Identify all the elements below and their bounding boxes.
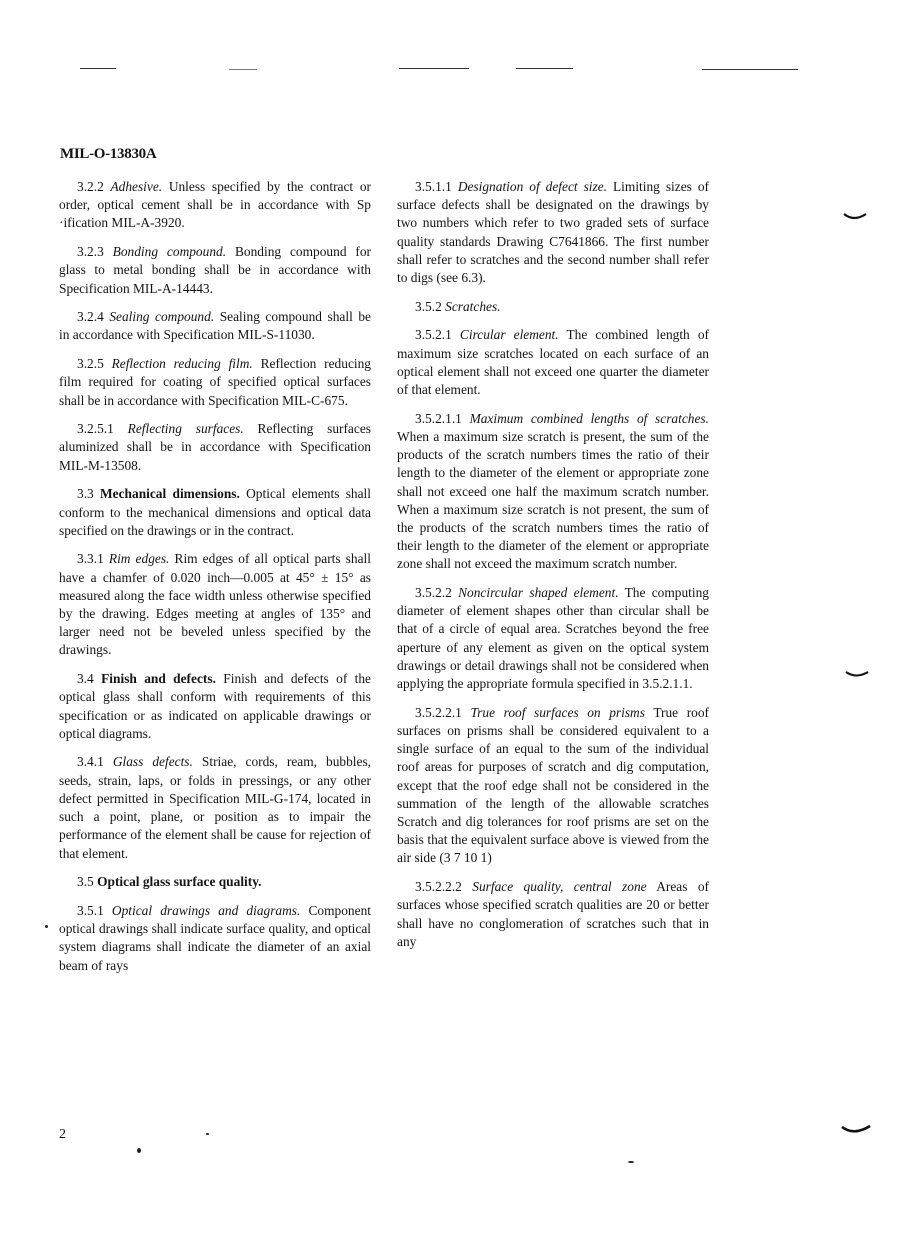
section-body: Component optical drawings shall indicate surface quality, and optical system diagrams shall indicate the diameter of an axial beam of rays [59, 902, 371, 973]
section-body: Optical elements shall conform to the mechanical dimensions and optical data specified on the drawings or in the contract. [59, 486, 371, 538]
section-number: 3.5.1.1 [415, 179, 452, 194]
paragraph-3-4 [59, 670, 371, 743]
header-rule [229, 69, 257, 70]
section-number: 3.5 [77, 874, 94, 890]
paragraph-3-5-2-1-1 [397, 410, 709, 574]
section-body: Sealing compound shall be in accordance with Specification MIL-S-11030. [59, 309, 371, 343]
section-body: The combined length of maximum size scratches located on each surface of an optical element shall not exceed one quarter the diameter of that element. [397, 327, 709, 398]
paragraph-3-5-2 [397, 298, 709, 316]
section-title: Rim edges. [108, 551, 170, 567]
section-body: The computing diameter of element shapes other than circular shall be that of a circle of equal area. Scratches beyond the free aperture of any element as given on the optical system drawings or detail drawings shall not be considered when applying the appropriate formula specified in 3.5.2.1.1. [397, 585, 709, 692]
document-id: MIL-O-13830A [60, 146, 157, 162]
paragraph-3-5-2-1 [397, 326, 709, 399]
section-title: Finish and defects. [101, 671, 216, 687]
section-body: Finish and defects of the optical glass shall conform with requirements of this specification or as indicated on applicable drawings or optical diagrams. [59, 671, 371, 741]
section-body: Limiting sizes of surface defects shall be designated on the drawings by two numbers which refer to two graded sets of surface quality standards Drawing C7641866. The first number shall refer to scratches and the second number shall refer to digs (see 6.3). [397, 179, 709, 286]
section-title: Optical glass surface quality. [97, 874, 262, 890]
section-title: Maximum combined lengths of scratches. [469, 410, 709, 426]
section-title: Glass defects. [112, 754, 193, 770]
section-body: Striae, cords, ream, bubbles, seeds, strain, laps, or folds in pressings, or any other defect permitted in Specification MIL-G-174, located in such a point, plane, or position as to impair the performance of the element shall be cause for rejection of that element. [59, 754, 372, 861]
section-number: 3.5.2.2.2 [415, 879, 462, 895]
section-title: Surface quality, central zone [472, 879, 647, 895]
section-title: Bonding compound. [112, 244, 227, 260]
section-number: 3.2.3 [77, 244, 104, 260]
section-number: 3.5.2.1 [415, 327, 452, 343]
section-title: True roof surfaces on prisms [470, 704, 645, 720]
paragraph-3-3-1 [59, 550, 371, 659]
section-title: Noncircular shaped element. [458, 585, 619, 601]
paragraph-3-2-5 [59, 355, 371, 410]
left-column [59, 178, 371, 985]
section-body: Unless specified by the contract or order, optical cement shall be in accordance with Sp ·ification MIL-A-3920. [59, 179, 371, 231]
paragraph-3-5-2-2 [397, 584, 709, 693]
paragraph-3-2-3 [59, 243, 371, 298]
scan-speck [45, 925, 48, 928]
section-body: Bonding compound for glass to metal bonding shall be in accordance with Specification MIL-A-14443. [59, 244, 372, 296]
section-number: 3.5.2.2.1 [415, 704, 462, 720]
header-rule [80, 68, 116, 69]
header-rule [399, 68, 469, 69]
section-title: Scratches. [445, 298, 501, 314]
section-title: Circular element. [459, 327, 559, 343]
section-title: Optical drawings and diagrams. [111, 902, 301, 918]
section-body: Rim edges of all optical parts shall have a chamfer of 0.020 inch—0.005 at 45° ± 15° as measured along the face width unless otherwise specified by the drawing. Edges meeting at angles of 135° and larger need not be beveled unless specified by the drawings. [59, 551, 371, 658]
section-title: Reflecting surfaces. [127, 421, 244, 437]
header-rule [516, 68, 573, 69]
section-number: 3.2.5.1 [77, 421, 114, 437]
paragraph-3-5-1-1 [397, 178, 709, 287]
paragraph-3-2-5-1 [59, 420, 371, 475]
paragraph-3-5-1 [59, 902, 371, 975]
section-title: Mechanical dimensions. [100, 486, 240, 502]
section-body: When a maximum size scratch is present, the sum of the products of the scratch numbers times the ratio of their length to the diameter of the element or appropriate zone shall not exceed one half the maximum scratch number. When a maximum size scratch is not present, the sum of the products of the scratch numbers times the ratio of their length to the diameter of the element or appropriate zone shall not exceed the maximum scratch number. [397, 428, 709, 572]
section-number: 3.3 [77, 486, 94, 502]
paragraph-3-3 [59, 485, 371, 540]
section-number: 3.5.2.2 [415, 585, 452, 601]
section-number: 3.4 [77, 671, 94, 687]
paragraph-3-2-4 [59, 308, 371, 344]
section-number: 3.5.1 [77, 902, 104, 918]
scan-speck [628, 1161, 634, 1163]
paragraph-3-5-2-2-2 [397, 878, 709, 951]
right-column [397, 178, 709, 961]
section-number: 3.2.2 [77, 179, 104, 194]
section-body: True roof surfaces on prisms shall be considered equivalent to a single surface of an equal to the sum of the individual roof areas for purposes of scratch and dig computation, except that the roof edge shall not be considered in the summation of the length of the allowable scratches Scratch and dig tolerances for roof prisms are set on the basis that the equivalent surface above is viewed from the air side (3 7 10 1) [397, 704, 710, 866]
section-number: 3.5.2.1.1 [415, 410, 462, 426]
paragraph-3-5 [59, 873, 371, 891]
section-number: 3.4.1 [77, 754, 104, 770]
paragraph-3-5-2-2-1 [397, 704, 709, 868]
paragraph-3-4-1 [59, 753, 371, 862]
section-number: 3.2.5 [77, 356, 104, 372]
section-number: 3.2.4 [77, 309, 104, 325]
section-number: 3.5.2 [415, 298, 442, 314]
section-body: Reflection reducing film required for coating of specified optical surfaces shall be in accordance with Specification MIL-C-675. [59, 356, 371, 408]
paragraph-3-2-2 [59, 178, 371, 233]
scan-speck [137, 1148, 141, 1153]
page-number: 2 [59, 1127, 66, 1142]
section-title: Designation of defect size. [457, 179, 608, 194]
section-title: Adhesive. [110, 179, 163, 194]
section-title: Reflection reducing film. [111, 356, 253, 372]
scan-speck [206, 1133, 209, 1135]
section-title: Sealing compound. [109, 309, 215, 325]
section-number: 3.3.1 [77, 551, 104, 567]
margin-mark [842, 210, 870, 224]
margin-mark [840, 1122, 874, 1138]
header-rule [702, 69, 798, 70]
margin-mark [844, 668, 872, 682]
section-body: Reflecting surfaces aluminized shall be in accordance with Specification MIL-M-13508. [59, 421, 371, 473]
section-body: Areas of surfaces whose specified scratch qualities are 20 or better shall have no conglomeration of scratches such that in any [397, 879, 709, 949]
